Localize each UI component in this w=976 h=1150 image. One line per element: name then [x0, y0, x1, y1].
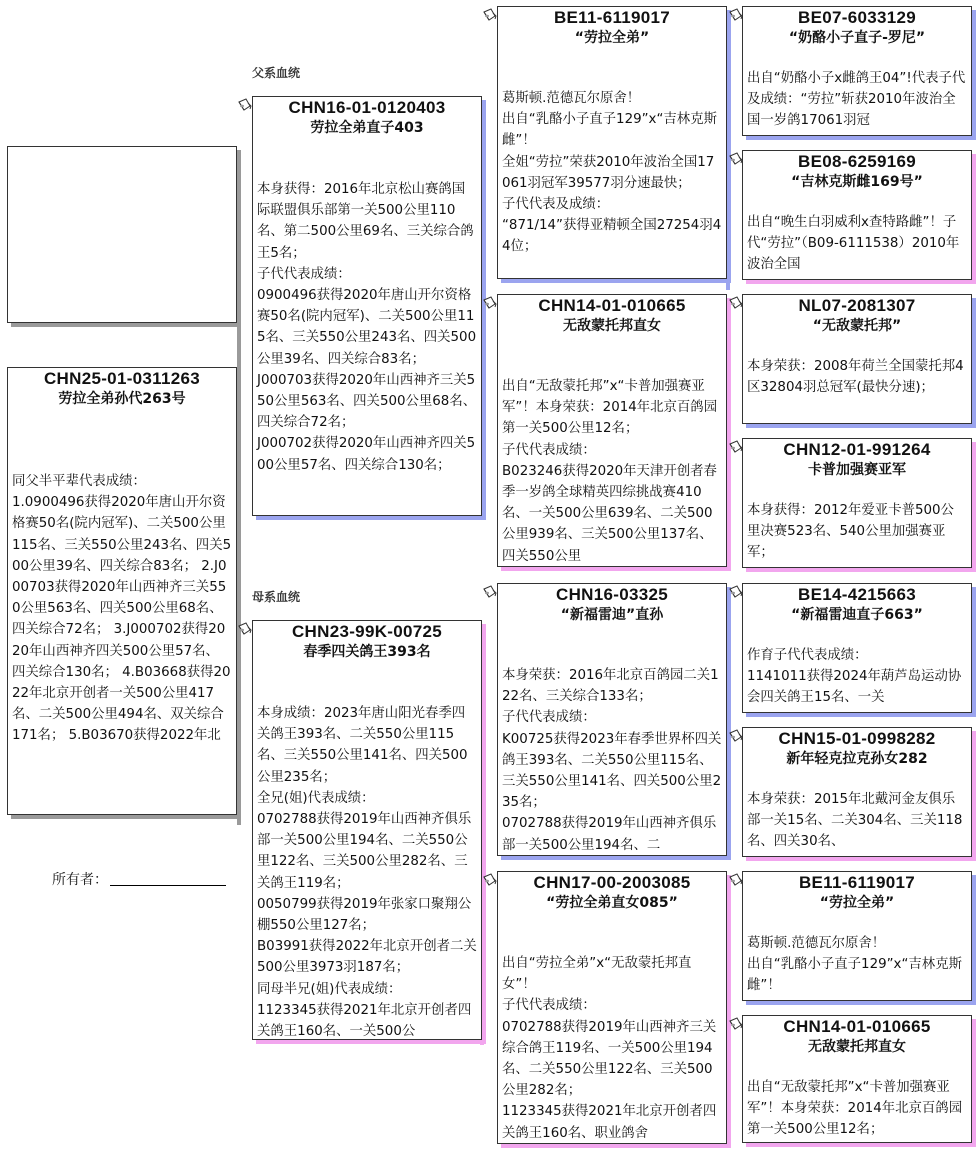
paint-bucket-icon[interactable] [727, 584, 743, 600]
sss-card [742, 6, 972, 136]
dss-card [742, 583, 972, 713]
paint-bucket-icon[interactable] [481, 584, 497, 600]
pedigree-text: 出自“晚生白羽威利x查特路雌”！子代“劳拉”（B09-6111538）2010年波治全国 [747, 215, 960, 273]
pigeon-name: “无敌蒙托邦” [812, 318, 902, 334]
pedigree-text: 出自“无敌蒙托邦”x“卡普加强赛亚军”！本身荣获：2014年北京百鸽园第一关500公里12名； 子代代表成绩： B023246获得2020年天津开创者春季一岁鸽全球精英四综挑战赛410名、一关500公里639名、二关500公里939名、三关500公里137名、四关550公里 [502, 379, 718, 564]
paint-bucket-icon[interactable] [727, 1016, 743, 1032]
pedigree-text: 本身荣获：2008年荷兰全国蒙托邦4区32804羽总冠军(最快分速)； [747, 359, 964, 396]
subject-card [7, 367, 237, 815]
dsd-card [742, 727, 972, 857]
pedigree-text: 本身获得：2012年爱亚卡普500公里决赛523名、540公里加强赛亚军； [747, 503, 954, 561]
ring-number: BE14-4215663 [798, 585, 916, 604]
pigeon-name: “新福雷迪直子663” [791, 607, 923, 623]
owner-input-line[interactable] [110, 885, 226, 886]
pedigree-text: 本身成绩：2023年唐山阳光春季四关鸽王393名、二关550公里115名、三关550公里141名、四关500公里235名； 全兄(姐)代表成绩： 0702788获得2019年山西神齐俱乐部一关500公里194名、二关550公里122名、三关500公里282名、三关鸽王119名； 0050799获得2019年张家口聚翔公棚550公里127名； B03991获得2022年北京开创者二关500公里3973羽187名； 同母半兄(姐)代表成绩： 1123345获得2021年北京开创者四关鸽王160名、一关500公 [257, 706, 477, 1040]
paint-bucket-icon[interactable] [236, 621, 252, 637]
pigeon-name: 新年轻克拉克孙女282 [786, 751, 928, 767]
pigeon-name: “劳拉全弟直女085” [546, 895, 678, 911]
ring-number: BE11-6119017 [798, 873, 916, 892]
pigeon-name: 劳拉全弟孙代263号 [58, 391, 186, 407]
ring-number: CHN16-03325 [556, 585, 668, 604]
paint-bucket-icon[interactable] [727, 151, 743, 167]
pedigree-text: 本身获得：2016年北京松山赛鸽国际联盟俱乐部第一关500公里110名、第二500公里69名、三关综合鸽王5名； 子代代表成绩： 0900496获得2020年唐山开尔资格赛50名(院内冠军)、二关500公里115名、三关550公里243名、四关500公里39名、四关综合83名； J000703获得2020年山西神齐三关550公里563名、四关500公里68名、四关综合72名； J000702获得2020年山西神齐四关500公里57名、四关综合130名； [257, 182, 477, 473]
paternal-label: 父系血统 [252, 66, 301, 80]
paint-bucket-icon[interactable] [727, 7, 743, 23]
pedigree-text: 本身荣获：2016年北京百鸽园二关122名、三关综合133名； 子代代表成绩： K00725获得2023年春季世界杯四关鸽王393名、二关550公里115名、三关550公里141名、四关500公里235名； 0702788获得2019年山西神齐俱乐部一关500公里194名、二 [502, 668, 722, 853]
dds-card [742, 871, 972, 1001]
sire-card [252, 96, 482, 516]
ring-number: CHN25-01-0311263 [43, 369, 200, 388]
dam-sire-card [497, 583, 727, 856]
pedigree-text: 出自“奶酪小子x雌鸽王04”!代表子代及成绩：“劳拉”斩获2010年波治全国一岁鸽17061羽冠 [747, 71, 966, 129]
paint-bucket-icon[interactable] [481, 295, 497, 311]
pedigree-text: 葛斯顿.范德瓦尔原舍！ 出自“乳酪小子直子129”x“吉林克斯雌”！ [747, 936, 962, 994]
pigeon-name: 无敌蒙托邦直女 [808, 1039, 906, 1055]
pigeon-name: 卡普加强赛亚军 [808, 462, 906, 478]
paint-bucket-icon[interactable] [727, 872, 743, 888]
sdd-card [742, 438, 972, 568]
ring-number: NL07-2081307 [798, 296, 916, 315]
sds-card [742, 294, 972, 424]
dam-card [252, 620, 482, 1040]
paint-bucket-icon[interactable] [481, 872, 497, 888]
ring-number: CHN14-01-010665 [538, 296, 686, 315]
pedigree-text: 本身荣获：2015年北戴河金友俱乐部一关15名、二关304名、三关118名、四关30名、 [747, 792, 963, 850]
sire-dam-card [497, 294, 727, 567]
ssd-card [742, 150, 972, 280]
sire-sire-card [497, 6, 727, 279]
pigeon-name: “新福雷迪”直孙 [560, 607, 664, 623]
pigeon-photo [7, 146, 237, 323]
ring-number: CHN17-00-2003085 [533, 873, 691, 892]
pigeon-name: “劳拉全弟” [819, 895, 895, 911]
ring-number: CHN15-01-0998282 [778, 729, 936, 748]
ring-number: CHN16-01-0120403 [288, 98, 446, 117]
pedigree-text: 葛斯顿.范德瓦尔原舍！ 出自“乳酪小子直子129”x“吉林克斯雌”！ 全姐“劳拉”荣获2010年波治全国17061羽冠军39577羽分速最快； 子代代表及成绩： “871/14”获得亚精顿全国27254羽44位； [502, 91, 722, 255]
ring-number: BE07-6033129 [798, 8, 916, 27]
paint-bucket-icon[interactable] [236, 97, 252, 113]
paint-bucket-icon[interactable] [727, 295, 743, 311]
ddd-card [742, 1015, 972, 1143]
pigeon-name: 春季四关鸽王393名 [303, 644, 431, 660]
pigeon-name: “吉林克斯雌169号” [791, 174, 923, 190]
pigeon-name: 劳拉全弟直子403 [310, 120, 424, 136]
owner-field[interactable] [52, 869, 226, 889]
pigeon-name: “奶酪小子直子-罗尼” [788, 30, 926, 46]
pedigree-text: 出自“劳拉全弟”x“无敌蒙托邦直女”！ 子代代表成绩： 0702788获得2019年山西神齐三关综合鸽王119名、一关500公里194名、二关550公里122名、三关500公里282名； 1123345获得2021年北京开创者四关鸽王160名、职业鸽舍 [502, 956, 717, 1141]
paint-bucket-icon[interactable] [727, 439, 743, 455]
ring-number: CHN14-01-010665 [783, 1017, 931, 1036]
paint-bucket-icon[interactable] [727, 728, 743, 744]
ring-number: CHN12-01-991264 [783, 440, 931, 459]
maternal-label: 母系血统 [252, 590, 301, 604]
paint-bucket-icon[interactable] [481, 7, 497, 23]
connector-line [237, 325, 241, 825]
ring-number: CHN23-99K-00725 [291, 622, 443, 641]
pigeon-name: 无敌蒙托邦直女 [563, 318, 661, 334]
ring-number: BE08-6259169 [798, 152, 916, 171]
pedigree-text: 同父半平辈代表成绩： 1.0900496获得2020年唐山开尔资格赛50名(院内冠军)、二关500公里115名、三关550公里243名、四关500公里39名、四关综合83名； 2.J000703获得2020年山西神齐三关550公里563名、四关500公里68名、四关综合72名； 3.J000702获得2020年山西神齐四关500公里57名、四关综合130名； 4.B03668获得2022年北京开创者一关500公里417名、二关500公里494名、双关综合171名； 5.B03670获得2022年北 [12, 474, 232, 744]
owner-label: 所有者： [52, 872, 108, 888]
dam-dam-card [497, 871, 727, 1144]
pedigree-text: 出自“无敌蒙托邦”x“卡普加强赛亚军”！本身荣获：2014年北京百鸽园第一关500公里12名； [747, 1080, 963, 1138]
pedigree-text: 作育子代代表成绩： 1141011获得2024年葫芦岛运动协会四关鸽王15名、一关 [747, 648, 962, 706]
pigeon-name: “劳拉全弟” [574, 30, 650, 46]
ring-number: BE11-6119017 [553, 8, 671, 27]
